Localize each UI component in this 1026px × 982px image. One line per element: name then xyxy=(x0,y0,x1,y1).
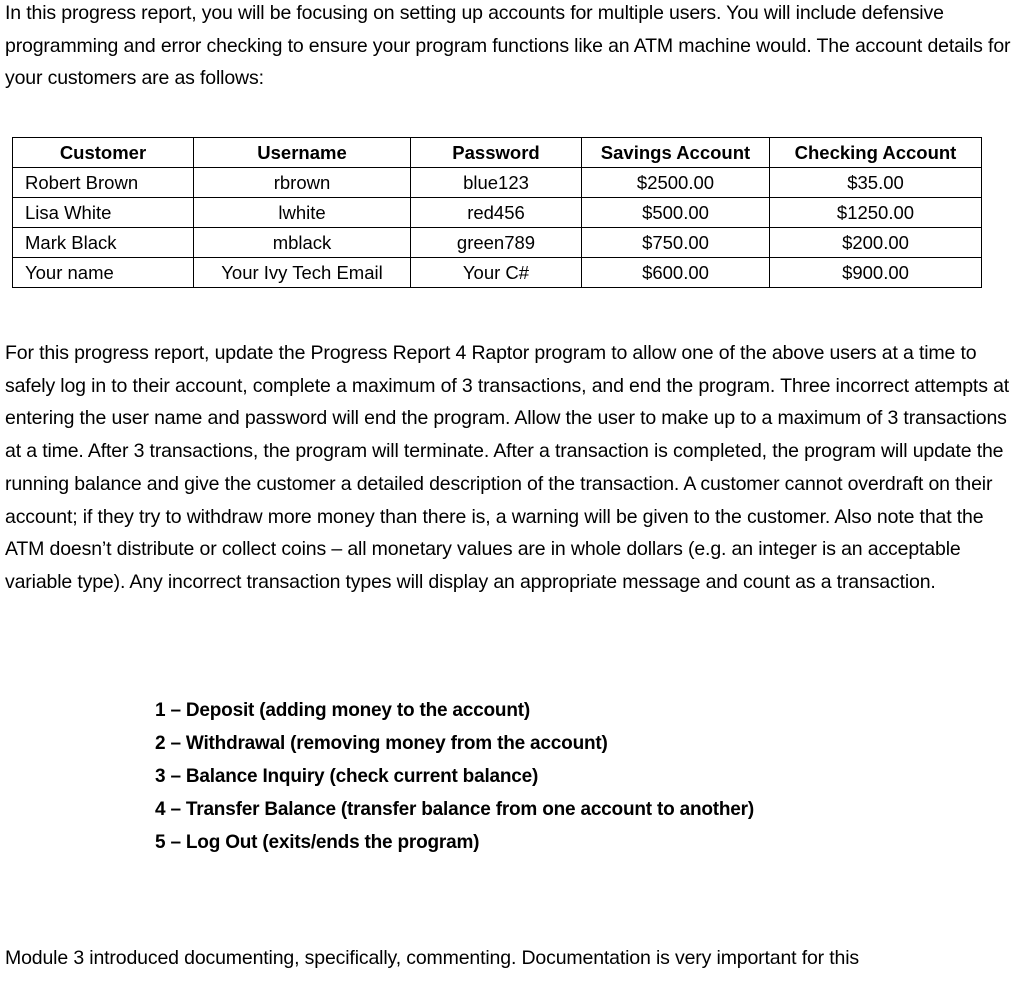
table-row xyxy=(13,168,982,198)
cell-checking: $35.00 xyxy=(770,168,982,198)
cell-password: blue123 xyxy=(411,168,582,198)
table-row xyxy=(13,258,982,288)
table-header-row xyxy=(13,138,982,168)
table-row xyxy=(13,198,982,228)
header-checking: Checking Account xyxy=(770,138,982,168)
list-item: 5 – Log Out (exits/ends the program) xyxy=(155,832,480,853)
header-username: Username xyxy=(194,138,411,168)
cell-customer: Robert Brown xyxy=(13,168,194,198)
cell-password: green789 xyxy=(411,228,582,258)
cell-customer: Lisa White xyxy=(13,198,194,228)
list-item: 3 – Balance Inquiry (check current balance) xyxy=(155,766,539,787)
header-customer: Customer xyxy=(13,138,194,168)
cell-username: mblack xyxy=(194,228,411,258)
cell-password: Your C# xyxy=(411,258,582,288)
module-paragraph: Module 3 introduced documenting, specifically, commenting. Documentation is very important for this xyxy=(5,947,860,969)
transaction-options-list xyxy=(155,694,754,859)
cell-savings: $750.00 xyxy=(582,228,770,258)
cell-savings: $600.00 xyxy=(582,258,770,288)
intro-paragraph: In this progress report, you will be focusing on setting up accounts for multiple users. You will include defensive programming and error checking to ensure your program functions like an ATM machine would. The account details for your customers are as follows: xyxy=(5,2,1011,90)
cell-username: Your Ivy Tech Email xyxy=(194,258,411,288)
list-item: 4 – Transfer Balance (transfer balance from one account to another) xyxy=(155,799,754,820)
cell-username: rbrown xyxy=(194,168,411,198)
list-item: 1 – Deposit (adding money to the account) xyxy=(155,700,531,721)
table-row xyxy=(13,228,982,258)
cell-checking: $900.00 xyxy=(770,258,982,288)
cell-savings: $500.00 xyxy=(582,198,770,228)
header-password: Password xyxy=(411,138,582,168)
cell-password: red456 xyxy=(411,198,582,228)
list-item: 2 – Withdrawal (removing money from the account) xyxy=(155,733,608,754)
cell-checking: $1250.00 xyxy=(770,198,982,228)
cell-customer: Your name xyxy=(13,258,194,288)
cell-username: lwhite xyxy=(194,198,411,228)
accounts-table xyxy=(12,137,982,288)
instructions-paragraph: For this progress report, update the Progress Report 4 Raptor program to allow one of the above users at a time to safely log in to their account, complete a maximum of 3 transactions, and end the program. Three incorrect attempts at entering the user name and password will end the program. Allow the user to make up to a maximum of 3 transactions at a time. After 3 transactions, the program will terminate. After a transaction is completed, the program will update the running balance and give the customer a detailed description of the transaction. A customer cannot overdraft on their account; if they try to withdraw more money than there is, a warning will be given to the customer. Also note that the ATM doesn’t distribute or collect coins – all monetary values are in whole dollars (e.g. an integer is an acceptable variable type). Any incorrect transaction types will display an appropriate message and count as a transaction. xyxy=(5,342,1010,593)
cell-checking: $200.00 xyxy=(770,228,982,258)
cell-savings: $2500.00 xyxy=(582,168,770,198)
cell-customer: Mark Black xyxy=(13,228,194,258)
header-savings: Savings Account xyxy=(582,138,770,168)
